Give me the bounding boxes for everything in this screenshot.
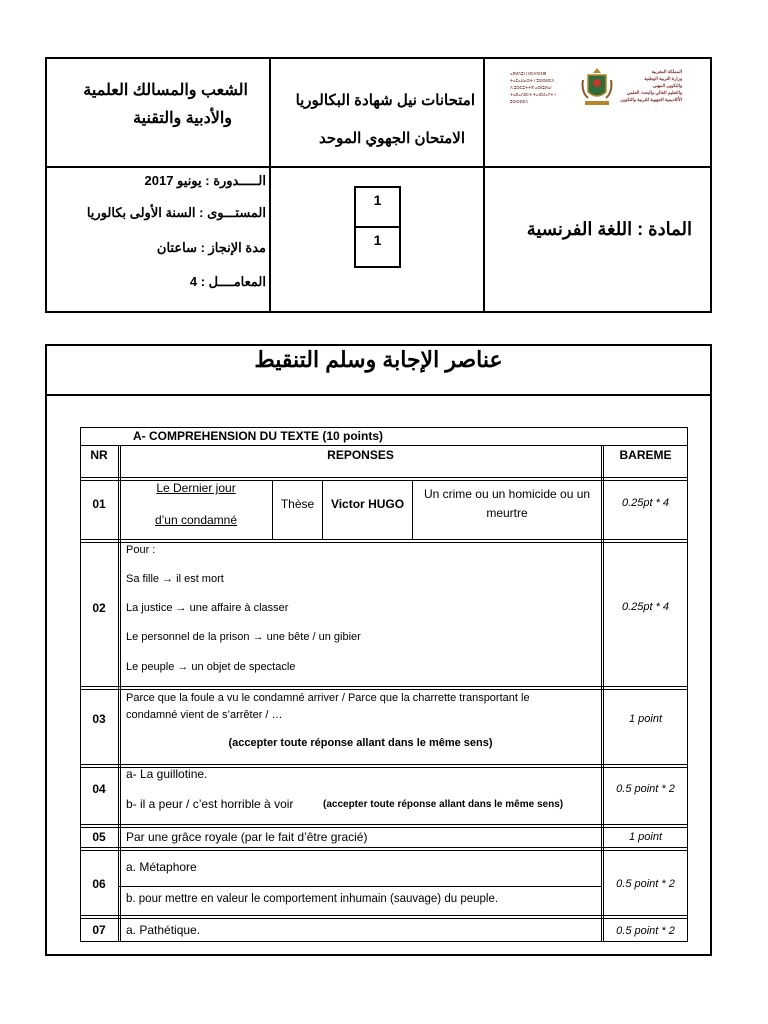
col-line xyxy=(601,445,602,942)
answer-04-b: b- il a peur / c’est horrible à voir xyxy=(126,797,294,811)
row-line xyxy=(80,477,688,478)
coat-of-arms-icon xyxy=(580,66,614,110)
row-line xyxy=(80,445,688,446)
logo-right-line: والتعليم العالي والبحث العلمي xyxy=(626,90,682,95)
col-line xyxy=(603,445,604,942)
table-title: A- COMPREHENSION DU TEXTE (10 points) xyxy=(133,429,384,443)
logo-left-line: ⵜⴰⵎⴰⵡⴰⵙⵜ ⵏ ⵓⵙⵙⵍⵎⴷ xyxy=(510,78,555,83)
row-nr-07: 07 xyxy=(92,923,106,937)
answer-02-line: Le personnel de la prison → une bête / un gibier xyxy=(126,631,361,643)
header-col-divider-1 xyxy=(269,57,271,313)
row-line xyxy=(119,886,602,887)
answer-04-a: a- La guillotine. xyxy=(126,767,208,781)
section-title: عناصر الإجابة وسلم التنقيط xyxy=(254,347,503,372)
logo-left-line: ⵜⴰⴽⴰⴷⵉⵎⵜ ⵜⴰⵏⵎⵍⴰⵢⵜ ⵏ ⵓⵙⵙⵍⵎⴷ xyxy=(510,92,556,104)
answer-05-text: Par une grâce royale (par le fait d’être gracié) xyxy=(126,830,368,844)
bareme-02: 0.25pt * 4 xyxy=(621,601,670,613)
author-value: Victor HUGO xyxy=(330,497,405,511)
logo-right-line: الأكاديمية الجهوية للتربية والتكوين xyxy=(620,97,682,102)
col-line xyxy=(412,480,413,539)
logo-right-line: وزارة التربية الوطنية xyxy=(644,76,682,81)
row-line xyxy=(80,847,688,848)
row-nr-04: 04 xyxy=(92,782,106,796)
answers-title-divider xyxy=(45,394,712,396)
stream-line-2: والأدبية والتقنية xyxy=(133,110,232,127)
row-line xyxy=(80,827,688,828)
col-header-nr: NR xyxy=(90,448,108,462)
subject-label: المادة : اللغة الفرنسية xyxy=(526,219,692,239)
bareme-07: 0.5 point * 2 xyxy=(616,925,675,937)
answer-02-line: La justice → une affaire à classer xyxy=(126,602,289,614)
bareme-03: 1 point xyxy=(628,713,663,725)
row-nr-06: 06 xyxy=(92,877,106,891)
answer-03-note: (accepter toute réponse allant dans le même sens) xyxy=(228,737,493,749)
row-line xyxy=(80,539,688,540)
row-line xyxy=(80,686,688,687)
duration-label: مدة الإنجاز : ساعتان xyxy=(156,240,266,255)
session-label: الـــــدورة : يونيو 2017 xyxy=(144,173,266,188)
bareme-06: 0.5 point * 2 xyxy=(616,878,675,890)
book-title-line-1: Le Dernier jour xyxy=(156,481,236,495)
col-header-bareme: BAREME xyxy=(619,448,672,462)
col-line xyxy=(118,445,119,942)
row-line xyxy=(80,915,688,916)
logo-tifinagh-text xyxy=(510,70,572,105)
logo-right-line: المملكة المغربية xyxy=(651,69,682,74)
page-number: 1 xyxy=(373,192,382,208)
book-title-line-2: d’un condamné xyxy=(154,513,238,527)
answer-06-b: b. pour mettre en valeur le comportement inhumain (sauvage) du peuple. xyxy=(126,893,499,905)
row-nr-01: 01 xyxy=(92,497,106,511)
answer-06-a: a. Métaphore xyxy=(126,860,197,874)
logo-left-line: ⴰⴳⵍⴷⵓⵏ ⵏ ⵍⵎⵖⵔⵉⴱ xyxy=(510,71,547,76)
theme-value: Un crime ou un homicide ou un meurtre xyxy=(423,487,591,520)
answer-02-line: Le peuple → un objet de spectacle xyxy=(126,661,296,673)
stream-line-1: الشعب والمسالك العلمية xyxy=(83,82,248,99)
answer-02-line: Sa fille → il est mort xyxy=(126,573,224,585)
logo-arabic-text xyxy=(614,68,682,103)
header-divider xyxy=(45,166,712,168)
row-line xyxy=(80,850,688,851)
bareme-04: 0.5 point * 2 xyxy=(616,783,675,795)
answer-03-text: Parce que la foule a vu le condamné arriver / Parce que la charrette transportant le condamné vient de s’arrêter / … xyxy=(126,692,530,721)
bareme-05: 1 point xyxy=(628,831,663,843)
exam-subtitle: الامتحان الجهوي الموحد xyxy=(318,130,465,147)
page-number-divider xyxy=(354,226,401,228)
row-line xyxy=(80,542,688,543)
row-line xyxy=(80,764,688,765)
logo-right-line: والتكوين المهني xyxy=(652,83,682,88)
bareme-01: 0.25pt * 4 xyxy=(621,497,670,509)
row-line xyxy=(80,918,688,919)
ministry-logo-block xyxy=(510,66,680,126)
exam-title: امتحانات نيل شهادة البكالوريا xyxy=(295,92,475,109)
genre-value: Thèse xyxy=(280,497,315,511)
coefficient-label: المعامــــل : 4 xyxy=(189,274,266,289)
level-label: المستـــوى : السنة الأولى بكالوريا xyxy=(86,205,266,220)
row-nr-03: 03 xyxy=(92,712,106,726)
page-total: 1 xyxy=(373,232,382,248)
row-nr-05: 05 xyxy=(92,830,106,844)
answer-02-line: Pour : xyxy=(126,544,156,556)
col-header-reponses: REPONSES xyxy=(327,448,394,462)
header-col-divider-2 xyxy=(483,57,485,313)
row-nr-02: 02 xyxy=(92,601,106,615)
row-line xyxy=(80,824,688,825)
logo-left-line: ⴷ ⵓⵙⵎⵓⵜⵜⴳ ⴰⵙⵏⵓⵍⴰⵏ xyxy=(510,85,552,90)
answer-04-note: (accepter toute réponse allant dans le même sens) xyxy=(323,799,564,810)
answer-07-text: a. Pathétique. xyxy=(126,923,201,937)
